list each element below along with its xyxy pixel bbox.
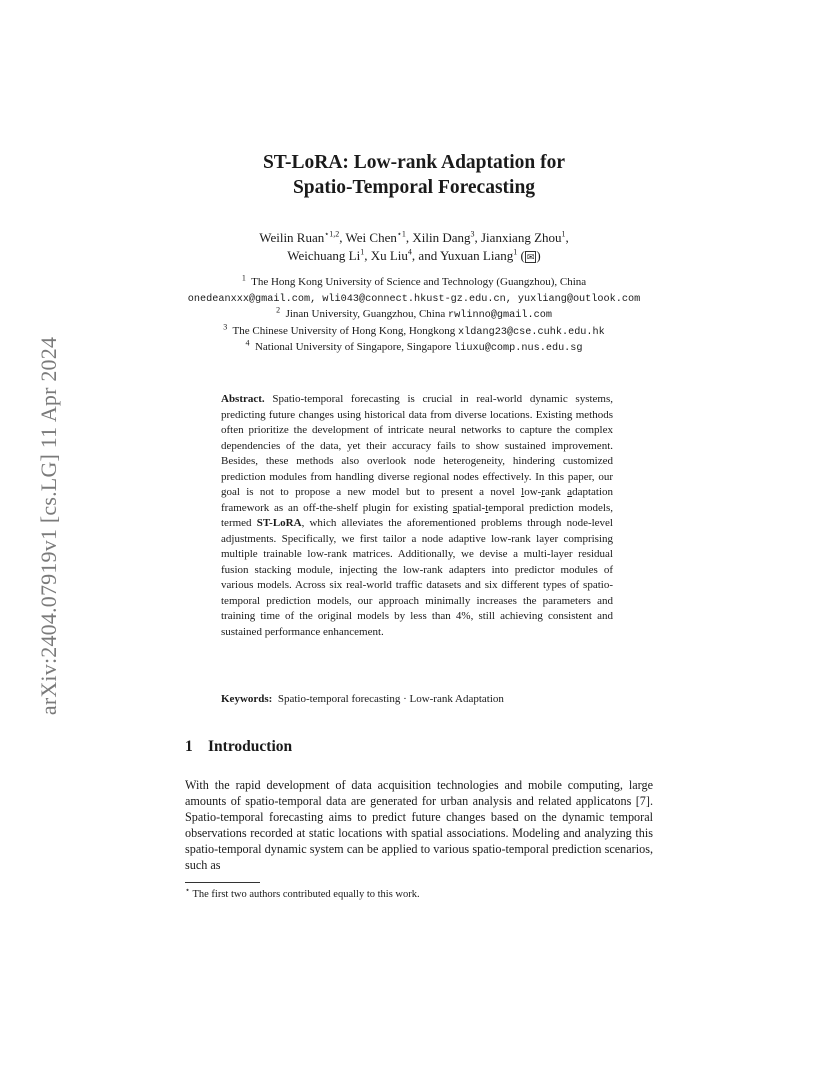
abstract-text: Spatio-temporal forecasting is crucial in real-world dynamic systems, predicting future changes using historical data from diverse locations. Existing methods often prioritize the development of intricate neural networks to capture the complex dependencies of the data, yet their accuracy fails to show sustained improvement. Besides, these methods also overlook node heterogeneity, hindering customized prediction modules from handling diverse regional nodes effectively. In this paper, our goal is not to propose a new model but to present a novel <box>221 393 614 498</box>
intro-paragraph <box>185 777 653 873</box>
footnote <box>185 885 420 901</box>
keywords <box>221 692 613 708</box>
affiliation-2-email[interactable]: rwlinno@gmail.com <box>448 310 552 321</box>
author-sup: 1 <box>360 247 365 257</box>
affiliations <box>0 275 828 357</box>
author-name: Xu Liu <box>370 248 408 263</box>
section-title: Introduction <box>208 738 293 755</box>
footnote-mark: ⋆ <box>185 885 191 895</box>
affiliation-4-email[interactable]: liuxu@comp.nus.edu.sg <box>454 343 583 354</box>
author-name: Weichuang Li <box>287 248 361 263</box>
affil-num: 2 <box>276 305 281 315</box>
affil-num: 1 <box>241 273 246 283</box>
abstract-text: ow- <box>524 486 542 498</box>
affil-num: 4 <box>245 338 250 348</box>
intro-text: With the rapid development of data acquisition technologies and mobile computing, large amounts of spatio-temporal data are generated for urban analysis and related applicatons [7]. Spatio-temporal forecasting aims to predict future changes based on the dynamic temporal observations recorded at static locations with spatial associations. Modeling and analyzing this spatio-temporal dynamic system can be applied to various spatio-temporal prediction scenarios, such as <box>185 778 653 872</box>
affiliation-1: The Hong Kong University of Science and Technology (Guangzhou), China <box>251 276 587 288</box>
underlined-letter: l <box>521 486 525 498</box>
keywords-text: Spatio-temporal forecasting · Low-rank Adaptation <box>277 693 504 705</box>
footnote-rule <box>185 882 260 883</box>
underlined-letter: s <box>452 501 458 514</box>
abstract-text: emporal prediction models, termed <box>221 501 613 529</box>
affiliation-3: The Chinese University of Hong Kong, Hongkong <box>232 324 456 337</box>
affiliation-2: Jinan University, Guangzhou, China <box>285 308 446 320</box>
author-sup: ⋆1,2 <box>324 229 340 239</box>
affiliation-4: National University of Singapore, Singapore <box>254 341 452 353</box>
abstract-text: ank <box>544 486 568 498</box>
underlined-letter: r <box>541 486 545 498</box>
title-line-1: ST-LoRA: Low-rank Adaptation for <box>262 152 566 173</box>
arxiv-identifier: arXiv:2404.07919v1 [cs.LG] 11 Apr 2024 <box>36 336 61 716</box>
keywords-label: Keywords: <box>221 693 273 705</box>
author-sup: 3 <box>470 229 475 239</box>
abstract-text: , which alleviates the aforementioned problems through node-level adjustments. Specifically, we first tailor a node adaptive low-rank layer comprising multiple trainable low-rank matrices. Additionally, we devise a multi-layer residual fusion stacking module, injecting the low-rank adapters into predictor modules of various models. Across six real-world traffic datasets and six different types of spatio-temporal prediction models, our approach minimally increases the parameters and training time of the original models by less than 4%, still achieving consistent and sustained performance enhancement. <box>221 517 613 638</box>
author-list: Weilin Ruan$^{⋆1,2}$, Wei Chen$^{⋆1}$, Xilin Dang$^3$, Jianxiang Zhou$^1$, Weichuang Li$^1$, Xu Liu$^4$, and Yuxuan Liang$^1$ ( ✉ ) <box>259 229 569 263</box>
section-heading <box>185 738 292 756</box>
author-name: Weilin Ruan <box>259 230 325 245</box>
author-name: Xilin Dang <box>412 230 471 245</box>
author-name: Wei Chen <box>345 230 397 245</box>
abstract-label: Abstract. <box>221 393 265 405</box>
abstract-text: daptation framework as an off-the-shelf plugin for existing <box>221 486 613 514</box>
mail-icon: ✉ <box>526 252 535 262</box>
affil-num: 3 <box>223 321 228 331</box>
underlined-letter: a <box>567 486 573 498</box>
author-name: Jianxiang Zhou <box>481 230 562 245</box>
affiliation-3-email[interactable]: xldang23@cse.cuhk.edu.hk <box>458 326 605 338</box>
affiliation-1-emails[interactable]: onedeanxxx@gmail.com, wli043@connect.hkust-gz.edu.cn, yuxliang@outlook.com <box>187 293 641 305</box>
author-name: Yuxuan Liang <box>439 248 514 263</box>
title-line-2: Spatio-Temporal Forecasting <box>292 177 536 198</box>
paper-title <box>0 150 828 200</box>
method-name: ST-LoRA <box>256 517 302 529</box>
abstract <box>221 392 613 640</box>
underlined-letter: t <box>485 501 489 514</box>
author-sup: ⋆1 <box>396 229 406 239</box>
author-sup: 1 <box>513 247 518 257</box>
abstract-text: patial- <box>457 501 486 514</box>
author-sup: 4 <box>407 247 412 257</box>
footnote-text: The first two authors contributed equally to this work. <box>192 889 420 900</box>
author-sup: 1 <box>561 229 566 239</box>
section-number: 1 <box>185 738 193 755</box>
